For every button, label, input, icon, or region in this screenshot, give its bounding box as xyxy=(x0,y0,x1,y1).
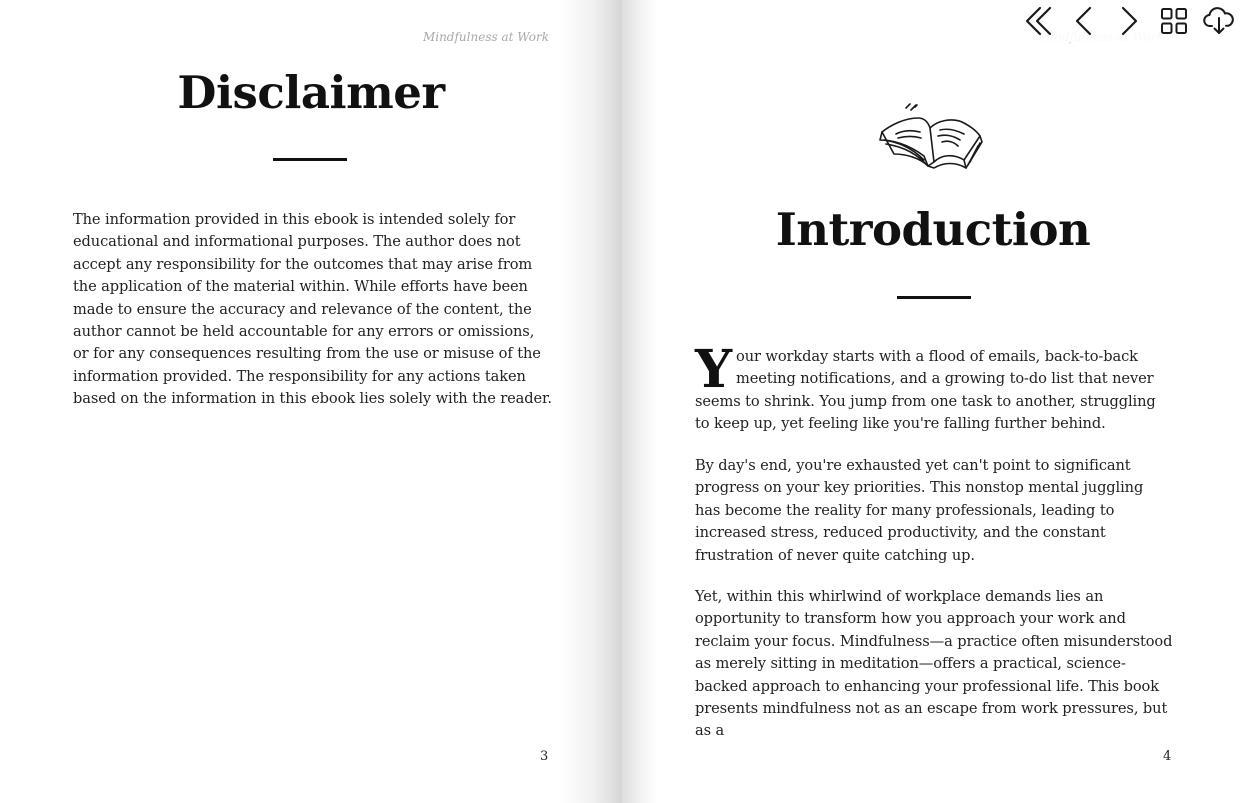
right-page xyxy=(622,0,1244,803)
double-chevron-left-icon xyxy=(1024,5,1054,37)
chevron-left-icon xyxy=(1073,5,1095,37)
previous-page-button[interactable] xyxy=(1066,3,1101,39)
grid-icon xyxy=(1160,7,1188,35)
download-button[interactable] xyxy=(1201,3,1236,39)
intro-paragraph-1 xyxy=(695,339,1173,436)
drop-cap: Y xyxy=(695,339,733,400)
title-underline xyxy=(897,296,971,299)
page-title-disclaimer: Disclaimer xyxy=(177,66,445,119)
spine-shadow xyxy=(622,0,658,803)
spine-shadow xyxy=(560,0,622,803)
running-head-left: Mindfulness at Work xyxy=(422,30,549,44)
intro-paragraph-2: By day's end, you're exhausted yet can't point to significant progress on your key priorities. This nonstop mental juggling has become the reality for many professionals, leading to increased stress, reduced productivity, and the constant frustration of never quite catching up. xyxy=(695,457,1144,564)
title-underline xyxy=(273,158,347,161)
first-page-button[interactable] xyxy=(1021,3,1056,39)
page-overview-button[interactable] xyxy=(1156,3,1191,39)
page-number-left: 3 xyxy=(540,749,549,764)
page-title-introduction: Introduction xyxy=(775,203,1091,256)
intro-paragraph-3: Yet, within this whirlwind of workplace demands lies an opportunity to transform how you approach your work and reclaim your focus. Mindfulness—a practice often misunderstood as merely sitting in meditation—offers a practical, science-backed approach to enhancing your professional life. This book presents mindfulness not as an escape from work pressures, but as a xyxy=(695,588,1173,740)
page-number-right: 4 xyxy=(1163,749,1172,764)
intro-paragraph-1-text: our workday starts with a flood of emails, back-to-back meeting notifications, and a growing to-do list that never seems to shrink. You jump from one task to another, struggling to keep up, yet feeling like you're falling further behind. xyxy=(695,348,1156,433)
next-page-button[interactable] xyxy=(1111,3,1146,39)
disclaimer-paragraph: The information provided in this ebook is intended solely for educational and informational purposes. The author does not accept any responsibility for the outcomes that may arise from the application of the material within. While efforts have been made to ensure the accuracy and relevance of the content, the author cannot be held accountable for any errors or omissions, or for any consequences resulting from the use or misuse of the information provided. The responsibility for any actions taken based on the information in this ebook lies solely with the reader. xyxy=(73,211,552,408)
cloud-download-icon xyxy=(1203,6,1235,36)
chevron-right-icon xyxy=(1118,5,1140,37)
open-book-icon xyxy=(878,96,984,172)
reader-toolbar xyxy=(999,0,1244,42)
